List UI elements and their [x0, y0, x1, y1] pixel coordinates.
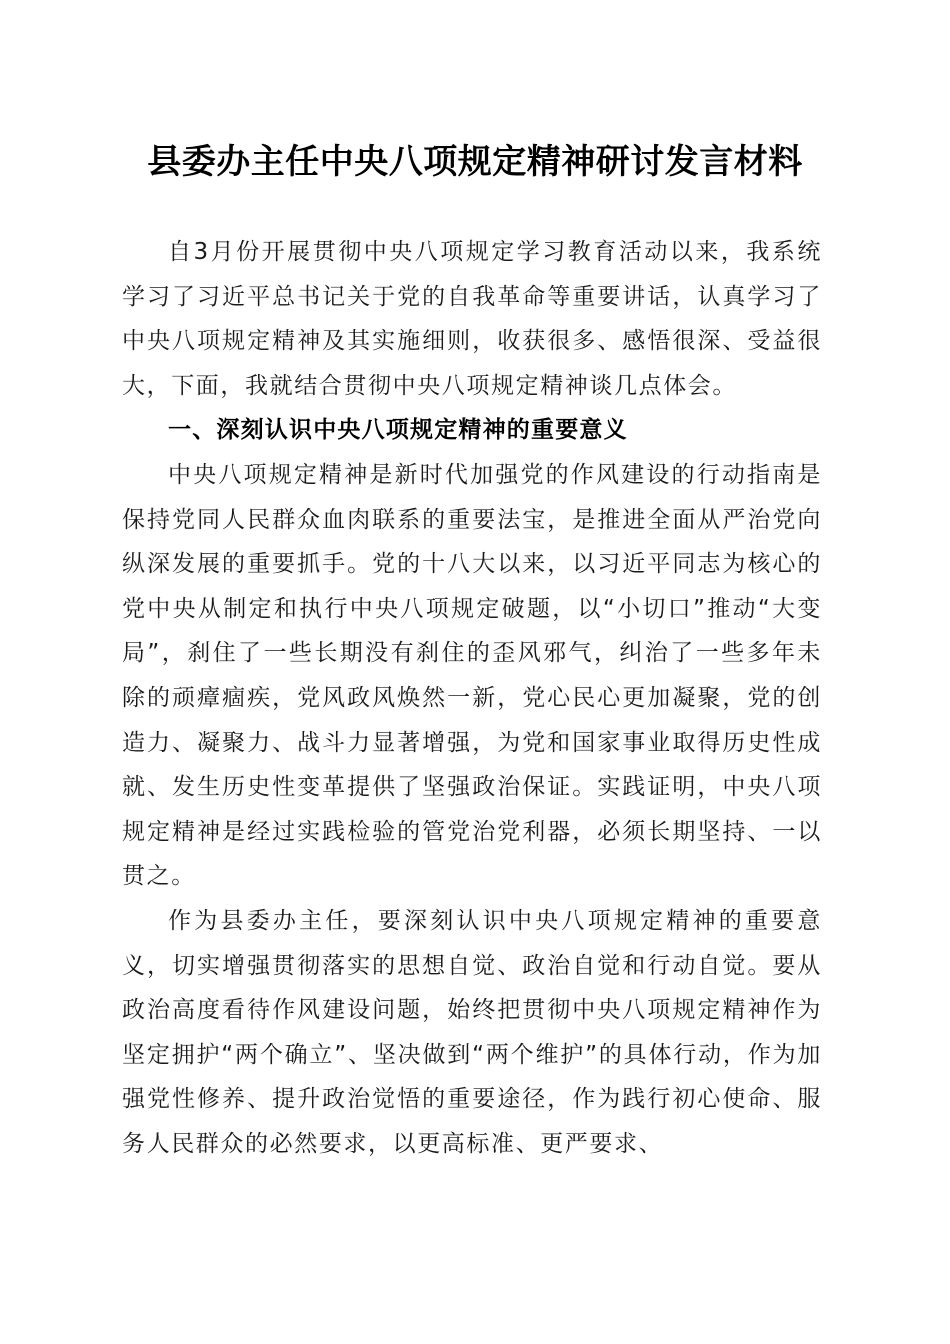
paragraph-role: 作为县委办主任，要深刻认识中央八项规定精神的重要意义，切实增强贯彻落实的思想自觉、政治自觉和行动自觉。要从政治高度看待作风建设问题，始终把贯彻中央八项规定精神作为坚定拥护“两个确立”、坚决做到“两个维护”的具体行动，作为加强党性修养、提升政治觉悟的重要途径，作为践行初心使命、服务人民群众的必然要求，以更高标准、更严要求、	[122, 907, 822, 1157]
paragraph-significance: 中央八项规定精神是新时代加强党的作风建设的行动指南是保持党同人民群众血肉联系的重要法宝，是推进全面从严治党向纵深发展的重要抓手。党的十八大以来，以习近平同志为核心的党中央从制定和执行中央八项规定破题，以“小切口”推动“大变局”，刹住了一些长期没有刹住的歪风邪气，纠治了一些多年未除的顽瘴痼疾，党风政风焕然一新，党心民心更加凝聚，党的创造力、凝聚力、战斗力显著增强，为党和国家事业取得历史性成就、发生历史性变革提供了坚强政治保证。实践证明，中央八项规定精神是经过实践检验的管党治党利器，必须长期坚持、一以贯之。	[122, 461, 822, 890]
section-heading-1: 一、深刻认识中央八项规定精神的重要意义	[168, 417, 628, 444]
document-title: 县委办主任中央八项规定精神研讨发言材料	[147, 142, 803, 182]
document-body	[122, 230, 822, 1166]
paragraph-intro: 自3月份开展贯彻中央八项规定学习教育活动以来，我系统学习了习近平总书记关于党的自我革命等重要讲话，认真学习了中央八项规定精神及其实施细则，收获很多、感悟很深、受益很大，下面，我就结合贯彻中央八项规定精神谈几点体会。	[122, 239, 822, 399]
